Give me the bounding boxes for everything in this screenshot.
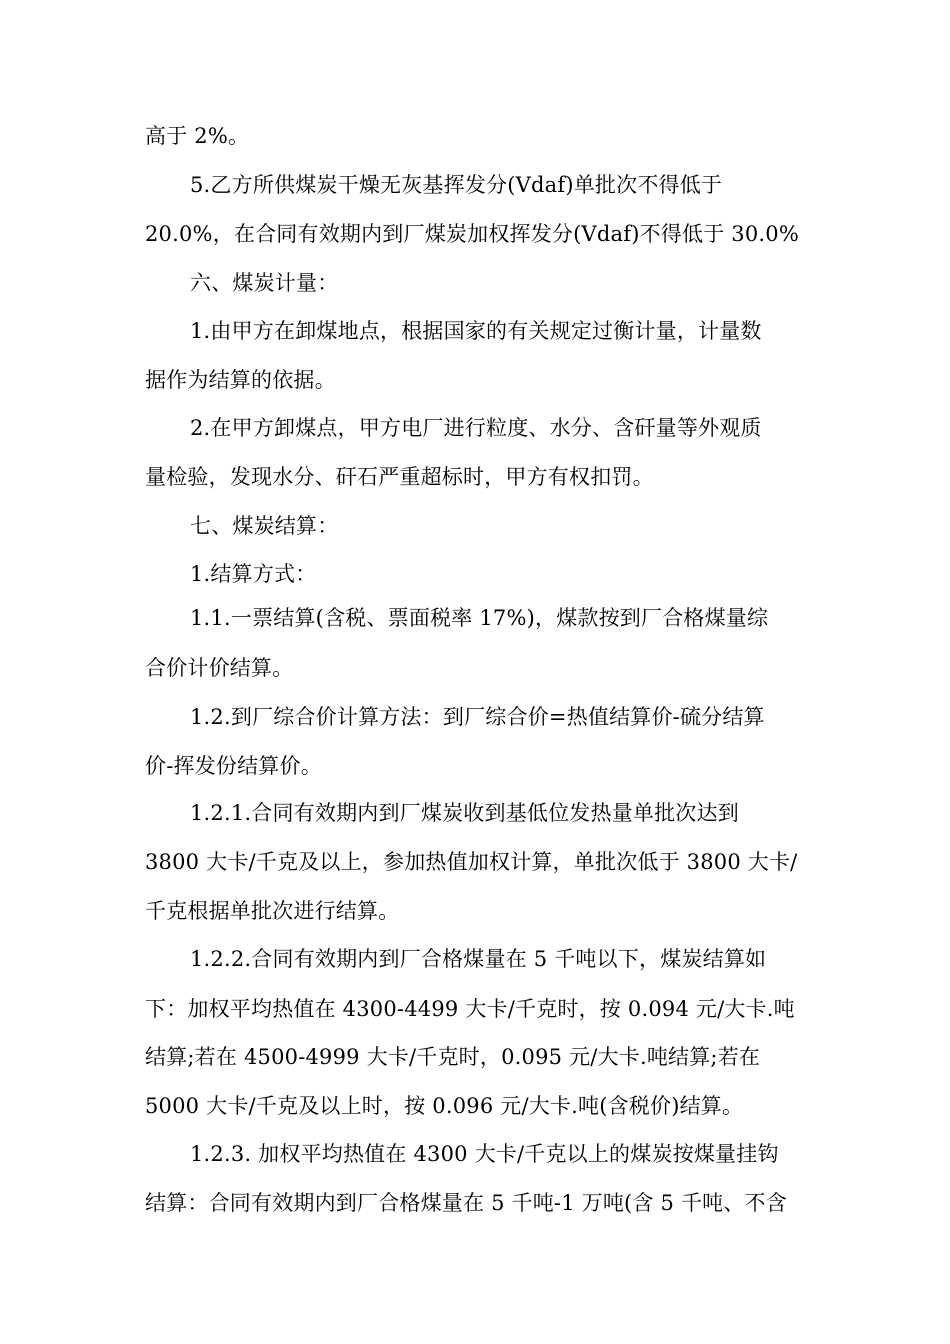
text-line: 1.2.到厂综合价计算方法：到厂综合价=热值结算价-硫分结算 <box>190 705 765 729</box>
section-heading: 六、煤炭计量： <box>190 271 339 295</box>
text-line: 千克根据单批次进行结算。 <box>145 899 400 923</box>
text-line: 1.结算方式： <box>190 562 317 586</box>
text-line: 价-挥发份结算价。 <box>145 754 322 778</box>
section-heading: 七、煤炭结算： <box>190 514 339 538</box>
text-line: 1.2.3. 加权平均热值在 4300 大卡/千克以上的煤炭按煤量挂钩 <box>190 1142 779 1166</box>
text-line: 20.0%，在合同有效期内到厂煤炭加权挥发分(Vdaf)不得低于 30.0% <box>145 222 799 246</box>
text-line: 3800 大卡/千克及以上，参加热值加权计算，单批次低于 3800 大卡/ <box>145 850 798 874</box>
text-line: 5000 大卡/千克及以上时，按 0.096 元/大卡.吨(含税价)结算。 <box>145 1094 744 1118</box>
text-line: 结算;若在 4500-4999 大卡/千克时，0.095 元/大卡.吨结算;若在 <box>145 1045 761 1069</box>
text-line: 1.2.2.合同有效期内到厂合格煤量在 5 千吨以下，煤炭结算如 <box>190 947 767 971</box>
text-line: 据作为结算的依据。 <box>145 368 336 392</box>
text-line: 1.1.一票结算(含税、票面税率 17%)，煤款按到厂合格煤量综 <box>190 606 769 630</box>
text-line: 高于 2%。 <box>145 124 250 148</box>
text-line: 2.在甲方卸煤点，甲方电厂进行粒度、水分、含矸量等外观质 <box>190 416 762 440</box>
text-line: 1.2.1.合同有效期内到厂煤炭收到基低位发热量单批次达到 <box>190 801 739 825</box>
text-line: 5.乙方所供煤炭干燥无灰基挥发分(Vdaf)单批次不得低于 <box>190 173 723 197</box>
text-line: 合价计价结算。 <box>145 656 294 680</box>
text-line: 结算：合同有效期内到厂合格煤量在 5 千吨-1 万吨(含 5 千吨、不含 <box>145 1191 787 1215</box>
text-line: 1.由甲方在卸煤地点，根据国家的有关规定过衡计量，计量数 <box>190 319 762 343</box>
text-line: 下：加权平均热值在 4300-4499 大卡/千克时，按 0.094 元/大卡.吨 <box>145 997 795 1021</box>
text-line: 量检验，发现水分、矸石严重超标时，甲方有权扣罚。 <box>145 465 654 489</box>
